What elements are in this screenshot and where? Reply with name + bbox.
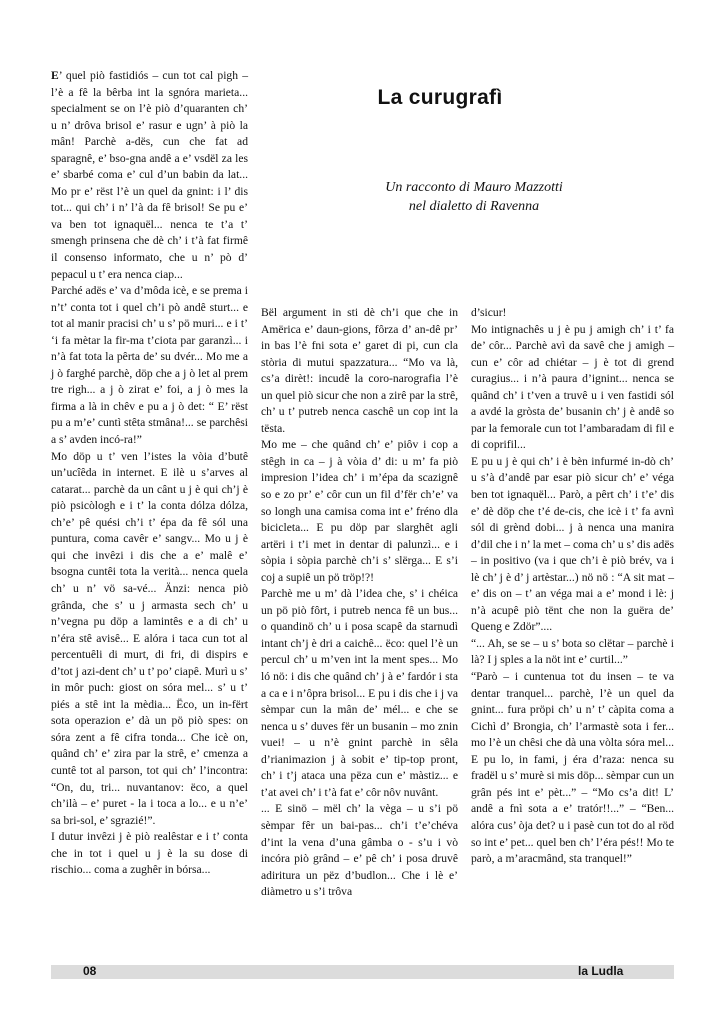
paragraph: Parchè me u m’ dà l’idea che, s’ i chéica un pö piò fôrt, i putreb nenca fê un bus... o quandinö ch’ u i posa scapê da starnudì intant ch’j è dri a caichê... ëco: quel l’è un percul ch’ u m’ven int la ment spes... Mo ló nö: i dis che quând ch’ j à e’ fardór i sta a ca e i n’ôpra brisol... E pu i dis che i j va sèmpar cun la mân de’ mél... e che se nenca u s’ duves fër un busanin – mo znin vuei! – u n’è gnint parchè in sêla d’rianimazion j à sobit e’ tip-top pront, ch’ i t’j ataca una pëza cun e’ màstiz... e t’at avei ch’ i t’à fat e’ côr nôv nuvânt. <box>261 587 458 799</box>
subtitle-author-line: Un racconto di Mauro Mazzotti <box>385 180 563 195</box>
subtitle-dialect-line: nel dialetto di Ravenna <box>408 199 540 214</box>
paragraph: “... Ah, se se – u s’ bota so clëtar – parchè i là? I j sples a la nöt int e’ curtil...” <box>471 636 674 667</box>
text-column-2 <box>261 305 458 901</box>
text-column-1 <box>51 68 248 879</box>
page-number: 08 <box>83 964 97 978</box>
paragraph: Parché adës e’ va d’môda icè, e se prema i n’t’ conta tot i quel ch’i pò andê sturt... e tot al manir pracisi ch’ u s’ pö muri... e i t’ ‘i fa mètar la fir-ma t’ciota par garanzì... i n’à fat tota la pêrta de’ su dvér... Mo me a j ò farghé parchè, döp che a j ò let al prem tre righ... a j ò zirat e’ foi, a j ò mes la firma a là in chêv e pu a j ò det: “ E’ rëst pu a m’e’ cuntì stêta stmâna!... se parchêsi a s’ avden incó-ra!” <box>51 284 248 447</box>
text-column-3 <box>471 305 674 868</box>
magazine-name: la Ludla <box>578 964 624 978</box>
paragraph: “Parò – i cuntenua tot du insen – te va dentar tranquel... parchè, l’è un quel da gnint... fura pröpi ch’ u n’ t’ càpita coma a Cichì d’ Brongia, ch’ l’armastè sota i fer... mo l’è un chêsi che dà una vòlta sóra mel... E pu lo, in fami, j éra d’raza: nenca su fradël u s’ murè si mis döp... sèmpar cun un grân pés int e’ pèt...” – “Mo cs’a dit! L’ andê a fnì sota a e’ tratór!!...” – “Ben... alóra cus’ òja det? u i pasè cun tot do al röd so int e’ pet... quel ben ch’ l’éra pés!! Mo te parò, a m’aracmând, sta tranquel!” <box>471 670 674 866</box>
paragraph: Mo intignachês u j è pu j amigh ch’ i t’ fa de’ côr... Parchè avì da savê che j amigh – cun e’ côr ad chiétar – j è tot di grend curagius... i n’à paura d’ignint... nenca se quând ch’ i t’ven a truvê u i ven fastidi sól a avdé la gròsta de’ busanin ch’ j è andê so par la femorale cun tot l’ambaradam di fil e di coprifil... <box>471 322 674 452</box>
paragraph: ... E sinö – mël ch’ la vèga – u s’i pö sèmpar fêr un bai-pas... ch’i t’e’chéva d’int la vena d’una gâmba o - s’u i vò incóra piò grând – e’ pê ch’ i posa druvê adiritura un pëz d’budlon... Che i lè e’ diàmetro u s’i trôva <box>261 802 458 899</box>
article-subtitle <box>344 178 604 216</box>
paragraph: Mo me – che quând ch’ e’ piôv i cop a stêgh in ca – j à vòia d’ di: u m’ fa piò impresion l’idea ch’ i m’épa da scazignê so e zo pr’ e’ côr cun un fil d’fër ch’e’ va so longh una camisa coma int e’ fréno dla bicicleta... E pu döp par slarghêt agli artëri i t’i met in dentar di palunzì... e i sòpia i sòpia parchè ch’i s’ slërga... E s’i coj a supiê un pö tröp!?! <box>261 438 458 584</box>
paragraph: E pu u j è qui ch’ i è bèn infurmé in-dò ch’ u s’à d’andê par esar piò sicur ch’ e’ véga ben tot ignaquël... Parò, a pêrt ch’ i t’e’ dis e’ dè döp che t’é de-cis, che icè i t’ fa avnì sól di grènd dobi... j à nenca una manira d’dil che i n’ la met – coma ch’ u s’ dis adës – in positivo (va i que ch’i è piò brév, va i lè ch’ j è d’ j artèstar...) nö nö : “A sit mat – e’ dis on – t’ an véga mai a e’ mond i lè: j n’à acupê piò tënt che non la guëra de’ Queng e Zdör”.... <box>471 454 674 634</box>
paragraph: d’sicur! <box>471 306 507 319</box>
article-title: La curugrafì <box>377 86 503 109</box>
paragraph: I dutur invêzi j è piò realêstar e i t’ conta che in tot i quel u j è la su dose di rischio... coma a zughêr in bórsa... <box>51 830 248 877</box>
paragraph: Bël argument in sti dè ch’i que che in Amërica e’ daun-gions, fôrza d’ an-dê pr’ in bas l’è fni sota e’ garet di pi, cun cla stòria di mutui spazzatura... “Mo va là, cs’a dirèt!: incudê la coro-narografia l’è un quel piò sicur che non a zirê par la strê, ch’ u t’ putreb nenca caschê un cop int la tësta. <box>261 306 458 435</box>
initial-letter: E <box>51 69 59 82</box>
paragraph: Mo döp u t’ ven l’istes la vòia d’butê un’ucîêda in internet. E ilè u s’arves al catarat... parchè da un cânt u j è qui ch’j è piò psicòlogh e i t’ la conta dólza dólza, ch’e’ pê quési ch’i t’ épa da fê sól una puntura, coma cavêr e’ sangv... Mo u j è qui che invêzi i dis che a e’ malê e’ bsogna cuntêi tota la verità... nenca quela ch’ u n’ vö sa-vé... Änzi: nenca piò grânda, che s’ u j armasta sech ch’ u n’vegna pu döp a lamintês e a di ch’ u n’éra stê avisê... E alóra i taca cun tot al percentuêli di murt, di fri, di dispirs e d’tot j azi-dent ch’ u t’ po’ ciapê. Murì u s’ in môr puch: giost on sóra mel... s’ u t’ piés a stê int la mèdia... Ëco, un in-fërt sota operazion e’ dà un pö piò spes: on sóra zent a fê cifra tonda... Che icè on, quând ch’ e’ zira par la strê, e’ cmenza a cuntê tot al parson, tot qui ch’ l’incontra: “On, du, tri... nuvantanov: ëco, a quel ch’ilà – e’ puret - la i toca a lo... e u n’e’ sa bri-sol, e’ sgrazié!”. <box>51 449 248 827</box>
paragraph: E’ quel piò fastidiós – cun tot cal pigh – l’è a fê la bêrba int la sgnóra marieta... specialment se on l’è piò d’quaranten ch’ u n’ drôva brisol e’ rasur e ugn’ à piò la mân! Parchè a-dës, cun che fat ad sparagnê, e’ bso-gna andê a e’ vsdël za les e’ sbarbé coma e’ cul d’un babin da lat... Mo pr e’ rëst l’è un quel da gnint: i l’ dis tot... qui ch’ i n’ l’à da fê brisol! Se pu e’ va ben tot ignaquël... nenca te t’a t’ smengh prinsena che dè ch’ i t’à fat firmê il consenso informato, che u n’ pò d’ pepacul u t’ era nenca ciap... <box>51 69 248 281</box>
